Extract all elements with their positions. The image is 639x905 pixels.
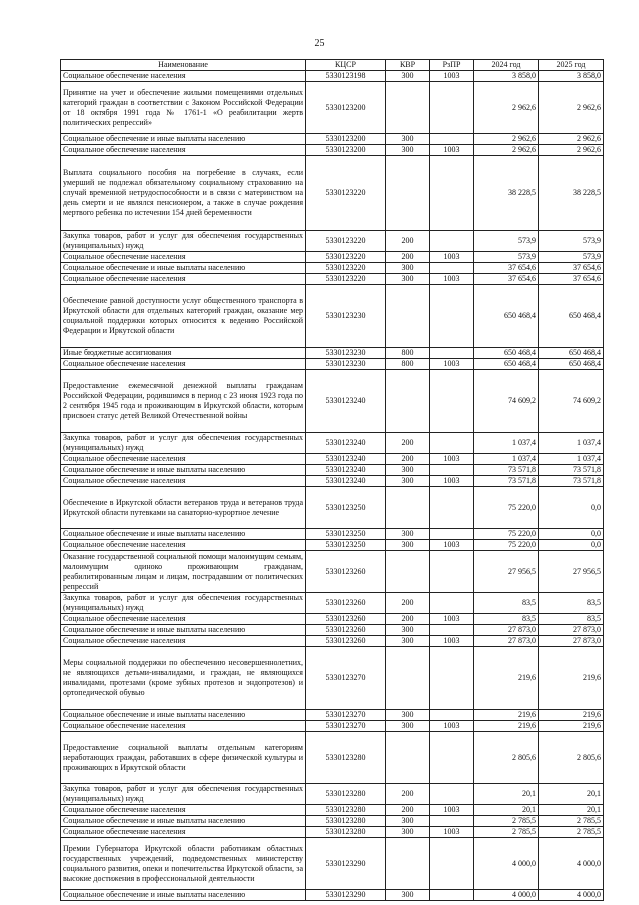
- table-row: [61, 827, 604, 838]
- row-amount-2025: 27 873,0: [539, 625, 604, 636]
- row-name: Закупка товаров, работ и услуг для обеспечения государственных (муниципальных) нужд: [61, 231, 306, 252]
- row-kvr: 300: [386, 529, 430, 540]
- row-kvr: 300: [386, 134, 430, 145]
- row-amount-2024: 2 962,6: [474, 82, 539, 134]
- row-amount-2024: 75 220,0: [474, 529, 539, 540]
- row-rzpr: 1003: [430, 454, 474, 465]
- row-name: Социальное обеспечение населения: [61, 805, 306, 816]
- row-kvr: 800: [386, 348, 430, 359]
- row-kvr: [386, 838, 430, 890]
- row-kvr: 300: [386, 274, 430, 285]
- row-kvr: 300: [386, 721, 430, 732]
- row-rzpr: [430, 465, 474, 476]
- row-kvr: 200: [386, 593, 430, 614]
- row-name: Предоставление ежемесячной денежной выплаты гражданам Российской Федерации, родившимся в период с 23 июня 1923 года по 2 сентября 1945 года и проживающим в Иркутской области, которым присвоен статус детей Великой Отечественной войны: [61, 370, 306, 433]
- header-rzpr: РзПР: [430, 60, 474, 71]
- row-kcsr: 5330123240: [306, 433, 386, 454]
- row-amount-2024: 37 654,6: [474, 274, 539, 285]
- row-kcsr: 5330123230: [306, 359, 386, 370]
- header-name: Наименование: [61, 60, 306, 71]
- row-name: Иные бюджетные ассигнования: [61, 348, 306, 359]
- row-amount-2025: 0,0: [539, 540, 604, 551]
- row-kvr: 200: [386, 454, 430, 465]
- row-rzpr: [430, 593, 474, 614]
- row-rzpr: [430, 285, 474, 348]
- row-kcsr: 5330123270: [306, 710, 386, 721]
- row-kvr: 200: [386, 784, 430, 805]
- row-kvr: 200: [386, 433, 430, 454]
- row-amount-2024: 2 785,5: [474, 816, 539, 827]
- row-amount-2025: 20,1: [539, 784, 604, 805]
- row-rzpr: [430, 156, 474, 231]
- row-name: Социальное обеспечение и иные выплаты населению: [61, 263, 306, 274]
- table-row: [61, 732, 604, 784]
- row-amount-2025: 27 873,0: [539, 636, 604, 647]
- row-name: Принятие на учет и обеспечение жилыми помещениями отдельных категорий граждан в соответствии с Законом Российской Федерации от 18 октября 1991 года № 1761-1 «О реабилитации жертв политических репрессий»: [61, 82, 306, 134]
- row-amount-2024: 2 805,6: [474, 732, 539, 784]
- table-row: [61, 710, 604, 721]
- table-row: [61, 274, 604, 285]
- row-name: Обеспечение в Иркутской области ветеранов труда и ветеранов труда Иркутской области путевками на санаторно-курортное лечение: [61, 487, 306, 529]
- row-kvr: [386, 156, 430, 231]
- row-amount-2025: 1 037,4: [539, 433, 604, 454]
- table-row: [61, 625, 604, 636]
- row-rzpr: 1003: [430, 540, 474, 551]
- row-amount-2025: 37 654,6: [539, 263, 604, 274]
- row-kcsr: 5330123260: [306, 614, 386, 625]
- row-kvr: 300: [386, 636, 430, 647]
- row-kcsr: 5330123220: [306, 156, 386, 231]
- row-amount-2024: 74 609,2: [474, 370, 539, 433]
- row-kcsr: 5330123220: [306, 274, 386, 285]
- row-amount-2025: 83,5: [539, 614, 604, 625]
- row-amount-2025: 650 468,4: [539, 359, 604, 370]
- row-amount-2025: 0,0: [539, 487, 604, 529]
- row-name: Меры социальной поддержки по обеспечению несовершеннолетних, не являющихся детьми-инвалидами, и граждан, не являющихся инвалидами, протезами (кроме зубных протезов и эндопротезов) и ортопедической обувью: [61, 647, 306, 710]
- row-amount-2024: 27 956,5: [474, 551, 539, 593]
- row-amount-2024: 2 962,6: [474, 145, 539, 156]
- table-row: [61, 721, 604, 732]
- row-kcsr: 5330123270: [306, 721, 386, 732]
- row-rzpr: [430, 134, 474, 145]
- table-row: [61, 71, 604, 82]
- row-amount-2024: 219,6: [474, 710, 539, 721]
- row-amount-2024: 73 571,8: [474, 465, 539, 476]
- table-row: [61, 890, 604, 901]
- row-amount-2025: 38 228,5: [539, 156, 604, 231]
- row-name: Социальное обеспечение населения: [61, 252, 306, 263]
- row-amount-2025: 2 785,5: [539, 816, 604, 827]
- row-kvr: 300: [386, 71, 430, 82]
- row-amount-2025: 4 000,0: [539, 838, 604, 890]
- row-kcsr: 5330123250: [306, 487, 386, 529]
- row-kvr: 800: [386, 359, 430, 370]
- row-kvr: 200: [386, 805, 430, 816]
- row-kcsr: 5330123280: [306, 827, 386, 838]
- table-row: [61, 647, 604, 710]
- row-amount-2025: 219,6: [539, 710, 604, 721]
- row-amount-2024: 219,6: [474, 647, 539, 710]
- row-amount-2024: 83,5: [474, 614, 539, 625]
- row-rzpr: 1003: [430, 71, 474, 82]
- row-amount-2024: 37 654,6: [474, 263, 539, 274]
- row-amount-2024: 3 858,0: [474, 71, 539, 82]
- row-amount-2024: 650 468,4: [474, 348, 539, 359]
- row-amount-2025: 219,6: [539, 647, 604, 710]
- row-kcsr: 5330123290: [306, 890, 386, 901]
- row-rzpr: [430, 348, 474, 359]
- row-amount-2024: 27 873,0: [474, 625, 539, 636]
- row-amount-2024: 650 468,4: [474, 359, 539, 370]
- row-amount-2024: 27 873,0: [474, 636, 539, 647]
- row-kvr: 300: [386, 816, 430, 827]
- row-kvr: [386, 285, 430, 348]
- row-amount-2025: 4 000,0: [539, 890, 604, 901]
- row-amount-2025: 0,0: [539, 529, 604, 540]
- row-amount-2025: 20,1: [539, 805, 604, 816]
- table-row: [61, 551, 604, 593]
- table-row: [61, 540, 604, 551]
- header-year-2025: 2025 год: [539, 60, 604, 71]
- header-kvr: КВР: [386, 60, 430, 71]
- row-kcsr: 5330123240: [306, 476, 386, 487]
- row-kcsr: 5330123260: [306, 625, 386, 636]
- table-row: [61, 252, 604, 263]
- row-name: Социальное обеспечение населения: [61, 827, 306, 838]
- row-rzpr: [430, 263, 474, 274]
- table-row: [61, 359, 604, 370]
- row-kvr: 300: [386, 827, 430, 838]
- row-amount-2025: 73 571,8: [539, 465, 604, 476]
- row-name: Социальное обеспечение и иные выплаты населению: [61, 465, 306, 476]
- row-rzpr: 1003: [430, 476, 474, 487]
- row-kvr: 200: [386, 231, 430, 252]
- table-row: [61, 529, 604, 540]
- row-amount-2025: 2 785,5: [539, 827, 604, 838]
- row-rzpr: 1003: [430, 252, 474, 263]
- row-amount-2025: 650 468,4: [539, 348, 604, 359]
- row-amount-2024: 75 220,0: [474, 487, 539, 529]
- row-rzpr: 1003: [430, 805, 474, 816]
- table-row: [61, 82, 604, 134]
- row-amount-2025: 2 962,6: [539, 134, 604, 145]
- row-kvr: 300: [386, 710, 430, 721]
- row-kcsr: 5330123200: [306, 145, 386, 156]
- row-rzpr: 1003: [430, 359, 474, 370]
- table-row: [61, 145, 604, 156]
- row-kcsr: 5330123270: [306, 647, 386, 710]
- row-rzpr: 1003: [430, 721, 474, 732]
- row-rzpr: [430, 82, 474, 134]
- row-kvr: 300: [386, 263, 430, 274]
- row-kcsr: 5330123240: [306, 454, 386, 465]
- row-rzpr: [430, 838, 474, 890]
- row-kcsr: 5330123200: [306, 134, 386, 145]
- row-kcsr: 5330123198: [306, 71, 386, 82]
- row-rzpr: 1003: [430, 274, 474, 285]
- row-amount-2025: 83,5: [539, 593, 604, 614]
- row-rzpr: 1003: [430, 636, 474, 647]
- row-name: Обеспечение равной доступности услуг общественного транспорта в Иркутской области для отдельных категорий граждан, оказание мер социальной поддержки которых относится к ведению Российской Федерации и Иркутской области: [61, 285, 306, 348]
- row-name: Социальное обеспечение и иные выплаты населению: [61, 625, 306, 636]
- row-name: Закупка товаров, работ и услуг для обеспечения государственных (муниципальных) нужд: [61, 784, 306, 805]
- row-kvr: 300: [386, 476, 430, 487]
- row-kcsr: 5330123250: [306, 540, 386, 551]
- row-name: Социальное обеспечение населения: [61, 636, 306, 647]
- row-amount-2024: 4 000,0: [474, 838, 539, 890]
- row-kvr: 300: [386, 890, 430, 901]
- row-amount-2025: 573,9: [539, 252, 604, 263]
- row-amount-2024: 83,5: [474, 593, 539, 614]
- row-name: Социальное обеспечение и иные выплаты населению: [61, 710, 306, 721]
- table-row: [61, 636, 604, 647]
- table-row: [61, 285, 604, 348]
- table-row: [61, 816, 604, 827]
- row-amount-2024: 20,1: [474, 805, 539, 816]
- row-kcsr: 5330123250: [306, 529, 386, 540]
- row-rzpr: [430, 784, 474, 805]
- row-amount-2024: 573,9: [474, 252, 539, 263]
- row-amount-2025: 2 962,6: [539, 145, 604, 156]
- row-kcsr: 5330123290: [306, 838, 386, 890]
- row-name: Социальное обеспечение населения: [61, 614, 306, 625]
- row-kcsr: 5330123230: [306, 285, 386, 348]
- row-kvr: 300: [386, 465, 430, 476]
- row-amount-2024: 1 037,4: [474, 433, 539, 454]
- row-rzpr: [430, 551, 474, 593]
- row-amount-2024: 73 571,8: [474, 476, 539, 487]
- table-row: [61, 134, 604, 145]
- row-rzpr: 1003: [430, 145, 474, 156]
- row-kcsr: 5330123260: [306, 593, 386, 614]
- row-name: Премии Губернатора Иркутской области работникам областных государственных учреждений, подведомственных министерству социального развития, опеки и попечительства Иркутской области, за высокие достижения в профессиональной деятельности: [61, 838, 306, 890]
- table-row: [61, 805, 604, 816]
- row-rzpr: 1003: [430, 827, 474, 838]
- row-kcsr: 5330123280: [306, 784, 386, 805]
- row-amount-2024: 573,9: [474, 231, 539, 252]
- row-rzpr: [430, 231, 474, 252]
- row-amount-2024: 2 962,6: [474, 134, 539, 145]
- budget-table: [60, 59, 604, 901]
- row-kvr: 300: [386, 540, 430, 551]
- row-amount-2025: 573,9: [539, 231, 604, 252]
- row-name: Социальное обеспечение населения: [61, 71, 306, 82]
- row-amount-2025: 219,6: [539, 721, 604, 732]
- row-name: Закупка товаров, работ и услуг для обеспечения государственных (муниципальных) нужд: [61, 433, 306, 454]
- row-kcsr: 5330123220: [306, 231, 386, 252]
- row-name: Социальное обеспечение населения: [61, 721, 306, 732]
- row-rzpr: [430, 890, 474, 901]
- row-name: Закупка товаров, работ и услуг для обеспечения государственных (муниципальных) нужд: [61, 593, 306, 614]
- row-amount-2025: 650 468,4: [539, 285, 604, 348]
- table-header-row: [61, 60, 604, 71]
- row-kvr: 300: [386, 145, 430, 156]
- table-row: [61, 784, 604, 805]
- table-row: [61, 465, 604, 476]
- row-kcsr: 5330123260: [306, 636, 386, 647]
- row-kvr: [386, 647, 430, 710]
- table-row: [61, 838, 604, 890]
- row-kvr: [386, 551, 430, 593]
- row-amount-2025: 73 571,8: [539, 476, 604, 487]
- table-row: [61, 454, 604, 465]
- row-amount-2024: 219,6: [474, 721, 539, 732]
- row-amount-2025: 2 805,6: [539, 732, 604, 784]
- table-row: [61, 614, 604, 625]
- row-rzpr: [430, 487, 474, 529]
- row-name: Выплата социального пособия на погребение в случаях, если умерший не подлежал обязательному социальному страхованию на случай временной нетрудоспособности и в связи с материнством на день смерти и не являлся пенсионером, а также в случае рождения мертвого ребенка по истечении 154 дней беременности: [61, 156, 306, 231]
- row-amount-2024: 38 228,5: [474, 156, 539, 231]
- row-kcsr: 5330123240: [306, 370, 386, 433]
- row-rzpr: 1003: [430, 614, 474, 625]
- row-amount-2025: 27 956,5: [539, 551, 604, 593]
- row-name: Социальное обеспечение населения: [61, 274, 306, 285]
- row-name: Социальное обеспечение и иные выплаты населению: [61, 529, 306, 540]
- row-amount-2024: 1 037,4: [474, 454, 539, 465]
- row-name: Социальное обеспечение и иные выплаты населению: [61, 816, 306, 827]
- row-kvr: [386, 370, 430, 433]
- row-name: Социальное обеспечение и иные выплаты населению: [61, 134, 306, 145]
- row-kcsr: 5330123280: [306, 816, 386, 827]
- row-kcsr: 5330123230: [306, 348, 386, 359]
- table-row: [61, 348, 604, 359]
- row-kvr: [386, 732, 430, 784]
- header-kcsr: КЦСР: [306, 60, 386, 71]
- row-rzpr: [430, 647, 474, 710]
- row-kvr: 200: [386, 614, 430, 625]
- row-kvr: 300: [386, 625, 430, 636]
- header-year-2024: 2024 год: [474, 60, 539, 71]
- row-amount-2025: 74 609,2: [539, 370, 604, 433]
- table-row: [61, 487, 604, 529]
- row-rzpr: [430, 433, 474, 454]
- table-body: [61, 71, 604, 901]
- table-row: [61, 476, 604, 487]
- table-row: [61, 263, 604, 274]
- table-row: [61, 231, 604, 252]
- row-amount-2025: 2 962,6: [539, 82, 604, 134]
- row-kcsr: 5330123220: [306, 263, 386, 274]
- row-amount-2024: 650 468,4: [474, 285, 539, 348]
- table-row: [61, 370, 604, 433]
- row-kcsr: 5330123260: [306, 551, 386, 593]
- row-amount-2024: 4 000,0: [474, 890, 539, 901]
- row-kvr: [386, 487, 430, 529]
- row-kcsr: 5330123280: [306, 732, 386, 784]
- row-name: Социальное обеспечение населения: [61, 145, 306, 156]
- row-rzpr: [430, 529, 474, 540]
- row-amount-2024: 75 220,0: [474, 540, 539, 551]
- row-name: Социальное обеспечение населения: [61, 359, 306, 370]
- row-rzpr: [430, 370, 474, 433]
- row-kvr: [386, 82, 430, 134]
- page-number: 25: [314, 38, 325, 49]
- row-rzpr: [430, 625, 474, 636]
- row-amount-2024: 2 785,5: [474, 827, 539, 838]
- row-amount-2025: 37 654,6: [539, 274, 604, 285]
- table-row: [61, 433, 604, 454]
- row-kcsr: 5330123200: [306, 82, 386, 134]
- row-kvr: 200: [386, 252, 430, 263]
- row-amount-2025: 3 858,0: [539, 71, 604, 82]
- row-name: Оказание государственной социальной помощи малоимущим семьям, малоимущим одиноко проживающим гражданам, реабилитированным лицам и лицам, пострадавшим от политических репрессий: [61, 551, 306, 593]
- row-name: Социальное обеспечение и иные выплаты населению: [61, 890, 306, 901]
- row-name: Социальное обеспечение населения: [61, 540, 306, 551]
- row-kcsr: 5330123220: [306, 252, 386, 263]
- row-rzpr: [430, 816, 474, 827]
- row-amount-2024: 20,1: [474, 784, 539, 805]
- row-kcsr: 5330123280: [306, 805, 386, 816]
- row-name: Социальное обеспечение населения: [61, 454, 306, 465]
- table-row: [61, 156, 604, 231]
- row-name: Социальное обеспечение населения: [61, 476, 306, 487]
- table-row: [61, 593, 604, 614]
- row-kcsr: 5330123240: [306, 465, 386, 476]
- row-rzpr: [430, 732, 474, 784]
- row-amount-2025: 1 037,4: [539, 454, 604, 465]
- row-rzpr: [430, 710, 474, 721]
- row-name: Предоставление социальной выплаты отдельным категориям неработающих граждан, работавших в сфере физической культуры и проживающих в Иркутской области: [61, 732, 306, 784]
